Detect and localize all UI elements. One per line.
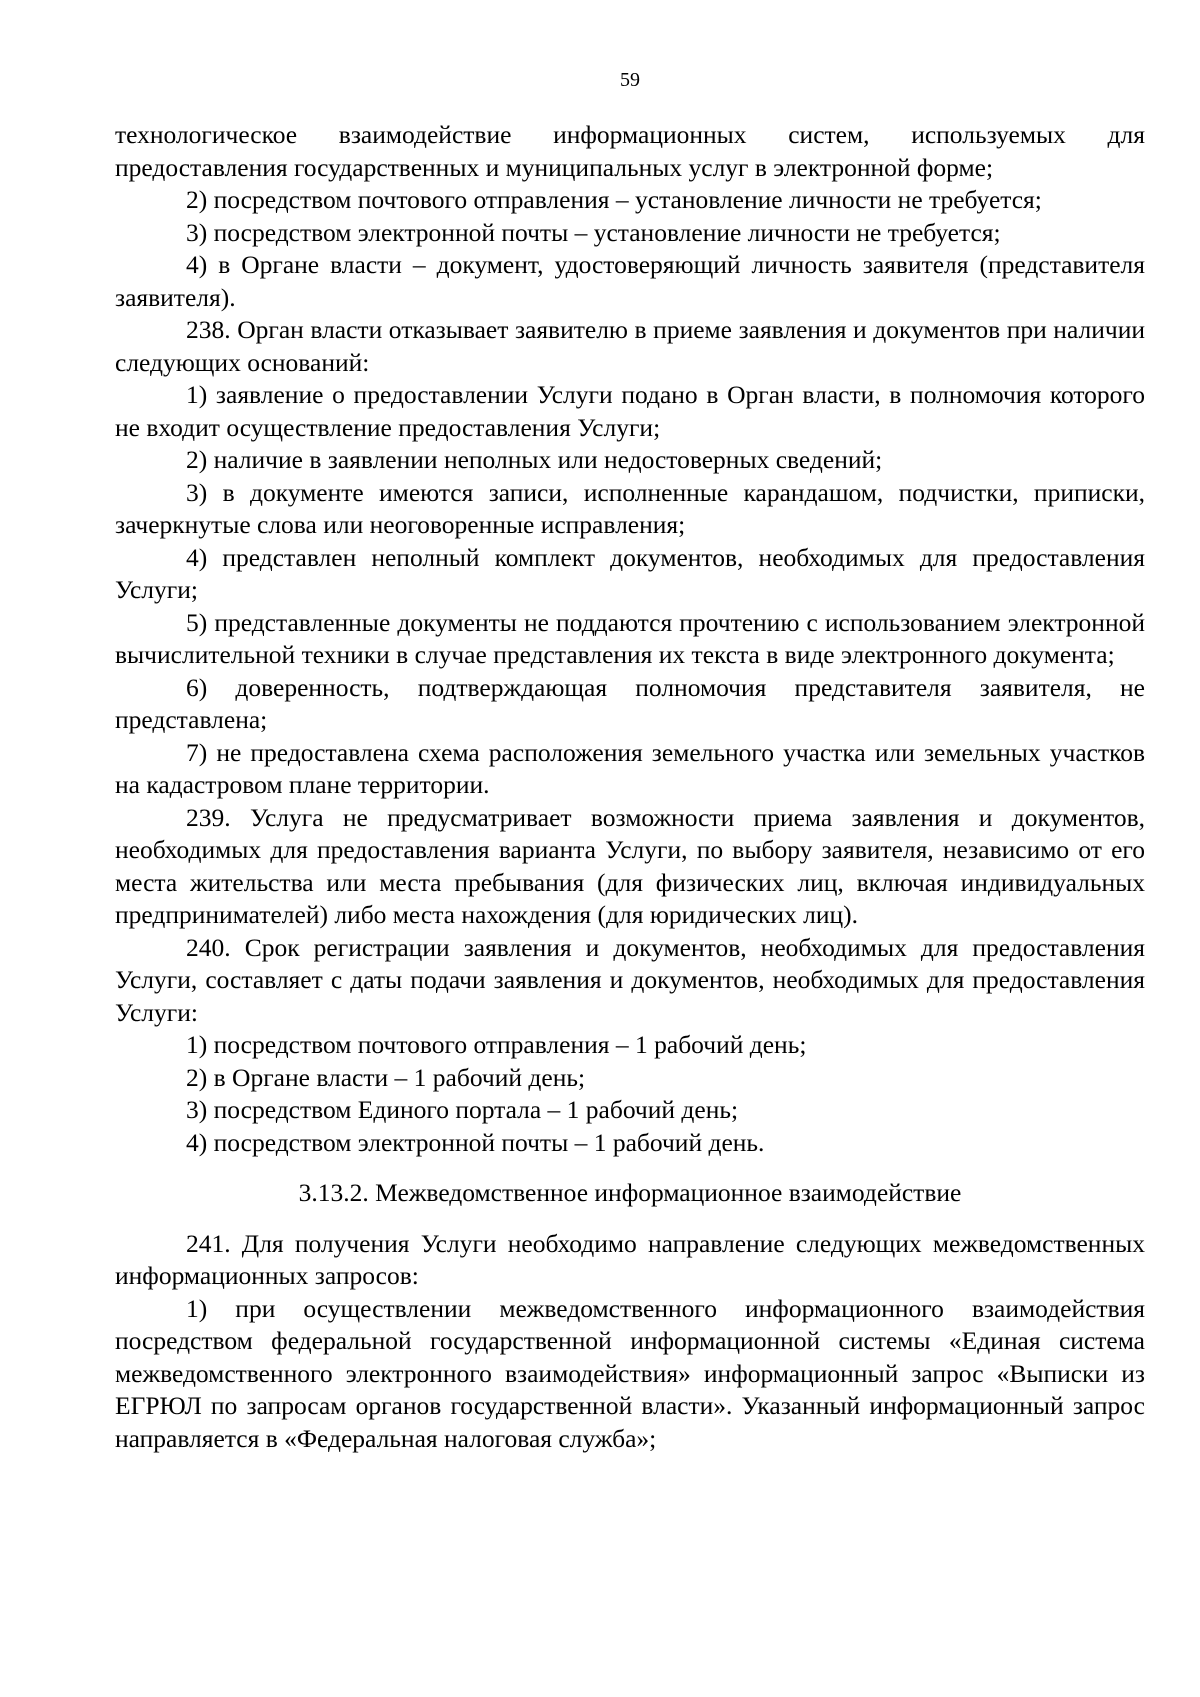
list-item: 2) в Органе власти – 1 рабочий день; — [186, 1062, 586, 1092]
list-item: 3) посредством Единого портала – 1 рабочий день; — [186, 1095, 739, 1124]
list-item: 5) представленные документы не поддаются прочтению с использованием электронной вычислительной техники в случае представления их текста в виде электронного документа; — [115, 607, 1145, 669]
list-item: 3) посредством электронной почты – установление личности не требуется; — [186, 217, 1001, 247]
section-heading: 3.13.2. Межведомственное информационное взаимодействие — [298, 1178, 962, 1207]
page-number: 59 — [620, 69, 640, 91]
list-item: 6) доверенность, подтверждающая полномочия представителя заявителя, не представлена; — [115, 672, 1145, 734]
paragraph-240: 240. Срок регистрации заявления и документов, необходимых для предоставления Услуги, составляет с даты подачи заявления и документов, необходимых для предоставления Услуги: — [115, 932, 1145, 1027]
paragraph-238: 238. Орган власти отказывает заявителю в приеме заявления и документов при наличии следующих оснований: — [115, 315, 1145, 377]
list-item: 4) посредством электронной почты – 1 рабочий день. — [186, 1127, 765, 1157]
paragraph-241: 241. Для получения Услуги необходимо направление следующих межведомственных информационных запросов: — [115, 1228, 1145, 1290]
list-item: 2) посредством почтового отправления – установление личности не требуется; — [186, 185, 1042, 214]
paragraph: технологическое взаимодействие информационных систем, используемых для предоставления государственных и муниципальных услуг в электронной форме; — [115, 120, 1145, 182]
list-item: 4) представлен неполный комплект документов, необходимых для предоставления Услуги; — [115, 542, 1145, 604]
list-item: 1) при осуществлении межведомственного информационного взаимодействия посредством федеральной государственной информационной системы «Единая система межведомственного электронного взаимодействия» информационный запрос «Выписки из ЕГРЮЛ по запросам органов государственной власти». Указанный информационный запрос направляется в «Федеральная налоговая служба»; — [115, 1293, 1145, 1453]
paragraph-239: 239. Услуга не предусматривает возможности приема заявления и документов, необходимых для предоставления варианта Услуги, по выбору заявителя, независимо от его места жительства или места пребывания (для физических лиц, включая индивидуальных предпринимателей) либо места нахождения (для юридических лиц). — [115, 802, 1145, 929]
list-item: 2) наличие в заявлении неполных или недостоверных сведений; — [186, 445, 883, 474]
list-item: 7) не предоставлена схема расположения земельного участка или земельных участков на кадастровом плане территории. — [115, 737, 1145, 799]
document-body — [115, 119, 1145, 1455]
list-item: 3) в документе имеются записи, исполненные карандашом, подчистки, приписки, зачеркнутые слова или неоговоренные исправления; — [115, 477, 1145, 539]
list-item: 4) в Органе власти – документ, удостоверяющий личность заявителя (представителя заявителя). — [115, 250, 1145, 312]
list-item: 1) заявление о предоставлении Услуги подано в Орган власти, в полномочия которого не входит осуществление предоставления Услуги; — [115, 380, 1145, 442]
list-item: 1) посредством почтового отправления – 1 рабочий день; — [186, 1030, 807, 1059]
